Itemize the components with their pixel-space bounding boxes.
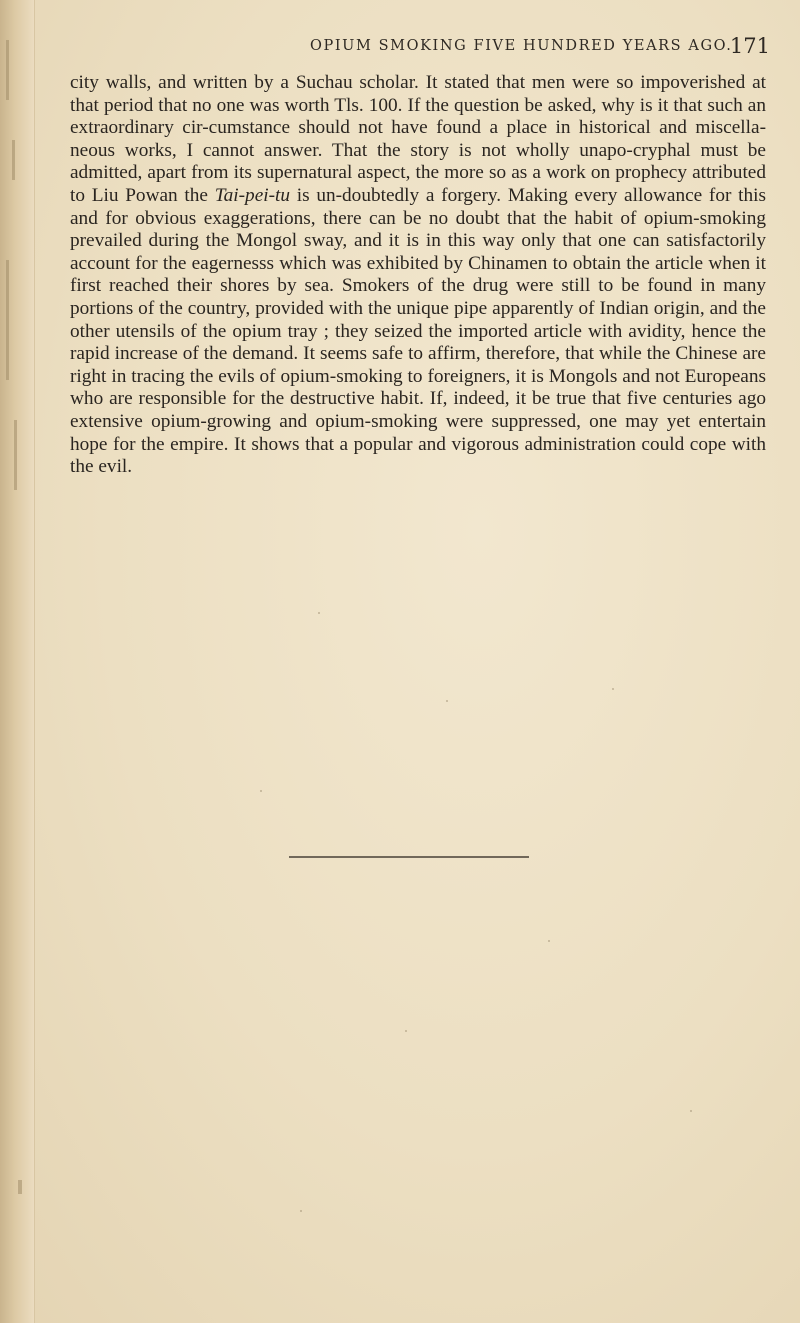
paper-speck — [548, 940, 550, 942]
italic-book-title: Tai-pei-tu — [214, 184, 291, 206]
paper-speck — [446, 700, 448, 702]
paragraph — [70, 72, 766, 479]
gutter-mark — [14, 420, 17, 490]
running-head — [70, 32, 770, 62]
paragraph-text-continued: is un-doubtedly a forgery. Making every allowance for this and for obvious exaggerations, there can be no doubt that the habit of opium-smoking prevailed during the Mongol sway, and it is in this way only that one can satisfactorily account for the eagernesss which was exhibited by Chinamen to obtain the article when it first reached their shores by sea. Smokers of the drug were still to be found in many portions of the country, provided with the unique pipe apparently of Indian origin, and the other utensils of the opium tray ; they seized the imported article with avidity, hence the rapid increase of the demand. It seems safe to affirm, therefore, that while the Chinese are right in tracing the evils of opium-smoking to foreigners, it is Mongols and not Europeans who are responsible for the destructive habit. If, indeed, it be true that five centuries ago extensive opium-growing and opium-smoking were suppressed, one may yet entertain hope for the empire. It shows that a popular and vigorous administration could cope with the evil. — [70, 184, 766, 478]
section-rule — [289, 856, 529, 858]
page-gutter — [0, 0, 35, 1323]
paper-speck — [612, 688, 614, 690]
paper-speck — [405, 1030, 407, 1032]
gutter-mark — [18, 1180, 22, 1194]
paper-speck — [318, 612, 320, 614]
gutter-mark — [6, 260, 9, 380]
page-number: 171 — [729, 34, 770, 58]
body-text — [70, 72, 766, 479]
running-title: OPIUM SMOKING FIVE HUNDRED YEARS AGO. — [310, 38, 733, 54]
gutter-mark — [6, 40, 9, 100]
paper-speck — [300, 1210, 302, 1212]
paper-speck — [690, 1110, 692, 1112]
paper-speck — [260, 790, 262, 792]
paragraph-text: city walls, and written by a Suchau scholar. It stated that men were so impoverished at that period that no one was worth Tls. 100. If the question be asked, why is it that such an extraordinary cir-cumstance should not have found a place in historical and miscella-neous works, I cannot answer. That the story is not wholly unapo-cryphal must be admitted, apart from its supernatural aspect, the more so as a work on prophecy attributed to Liu Powan the — [70, 72, 766, 206]
gutter-mark — [12, 140, 15, 180]
